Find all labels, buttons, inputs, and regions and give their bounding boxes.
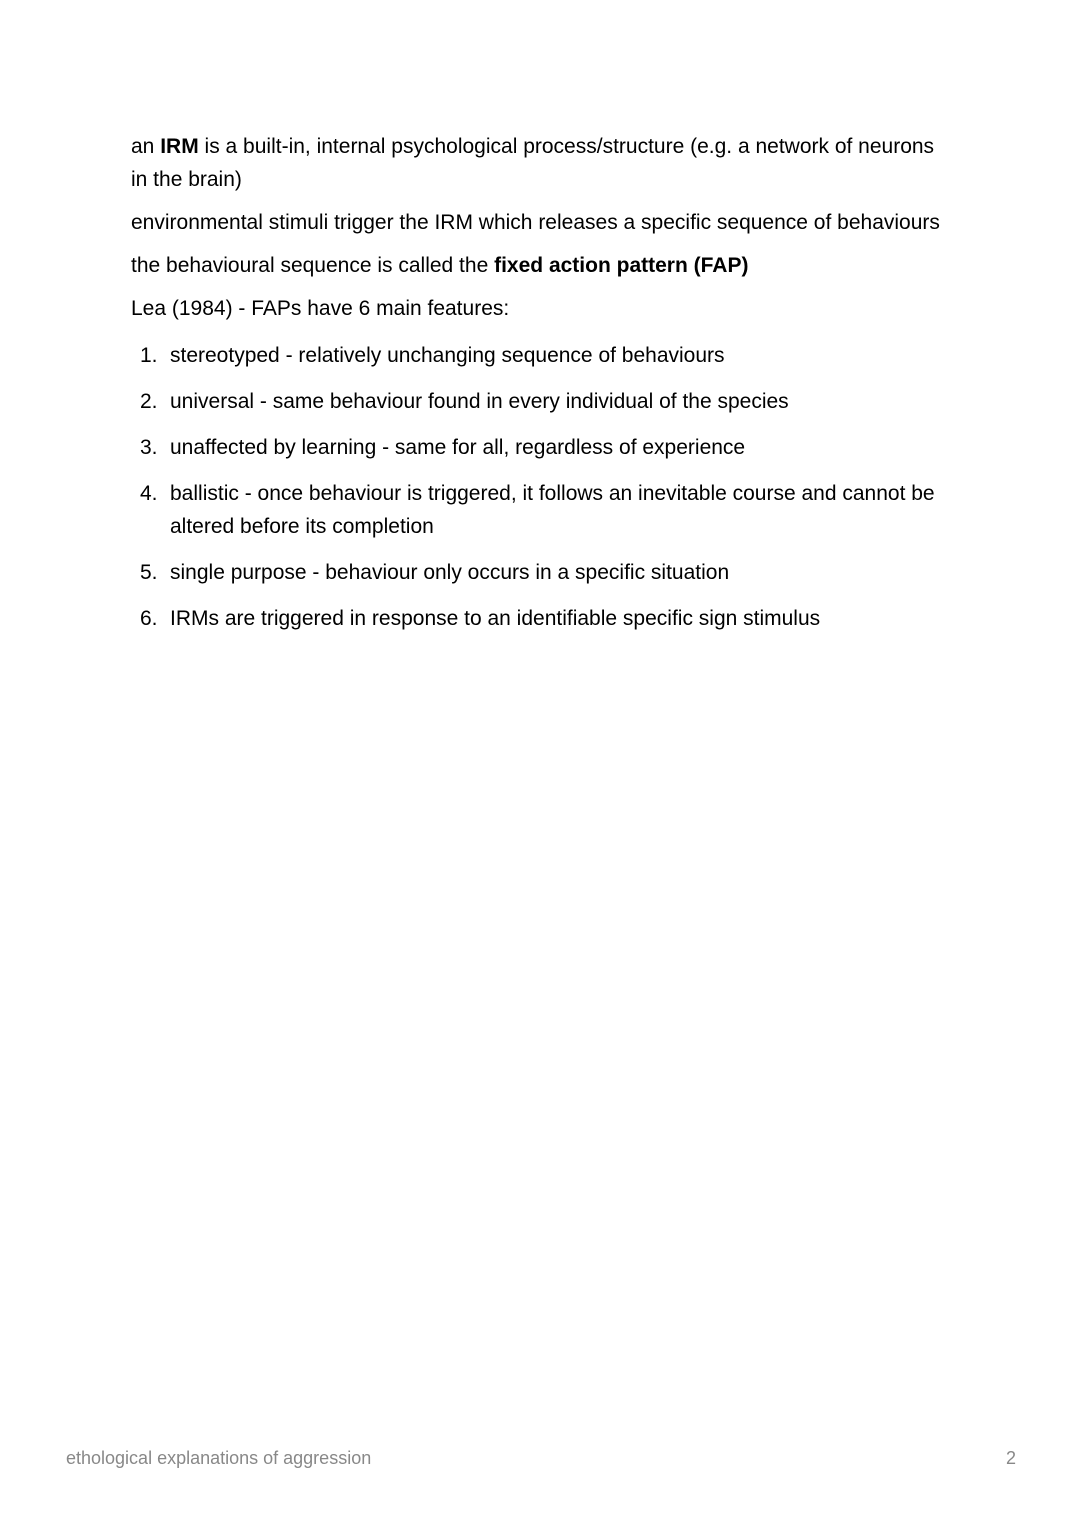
list-number: 1. (140, 344, 158, 367)
list-number: 4. (140, 482, 158, 505)
list-item (131, 339, 951, 372)
paragraph-lea-intro (131, 292, 951, 325)
list-number: 6. (140, 607, 158, 630)
fap-pre-text: the behavioural sequence is called the (131, 254, 495, 277)
list-item-text: stereotyped - relatively unchanging sequence of behaviours (170, 344, 725, 367)
list-item-text: ballistic - once behaviour is triggered, it follows an inevitable course and cannot be altered before its completion (170, 482, 935, 538)
environmental-stimuli-text: environmental stimuli trigger the IRM which releases a specific sequence of behaviours (131, 211, 940, 234)
list-item-text: universal - same behaviour found in every individual of the species (170, 390, 789, 413)
irm-term: IRM (160, 135, 199, 158)
list-item-text: unaffected by learning - same for all, regardless of experience (170, 436, 746, 459)
footer-title: ethological explanations of aggression (66, 1448, 372, 1468)
list-item (131, 556, 951, 589)
list-number: 5. (140, 561, 158, 584)
paragraph-fap-definition (131, 249, 951, 282)
list-item (131, 431, 951, 464)
list-number: 3. (140, 436, 158, 459)
list-item (131, 385, 951, 418)
lea-intro-text: Lea (1984) - FAPs have 6 main features: (131, 297, 510, 320)
irm-post-text: is a built-in, internal psychological process/structure (e.g. a network of neurons in the brain) (131, 135, 935, 191)
list-item-text: single purpose - behaviour only occurs in a specific situation (170, 561, 730, 584)
document-body (131, 130, 951, 648)
page-number: 2 (1005, 1448, 1016, 1468)
list-item-text: IRMs are triggered in response to an identifiable specific sign stimulus (170, 607, 821, 630)
paragraph-environmental-stimuli (131, 206, 951, 239)
fap-features-list (131, 339, 951, 635)
list-number: 2. (140, 390, 158, 413)
paragraph-irm-definition (131, 130, 951, 196)
irm-pre-text: an (131, 135, 161, 158)
list-item (131, 602, 951, 635)
fap-term: fixed action pattern (FAP) (494, 254, 749, 277)
list-item (131, 477, 951, 543)
